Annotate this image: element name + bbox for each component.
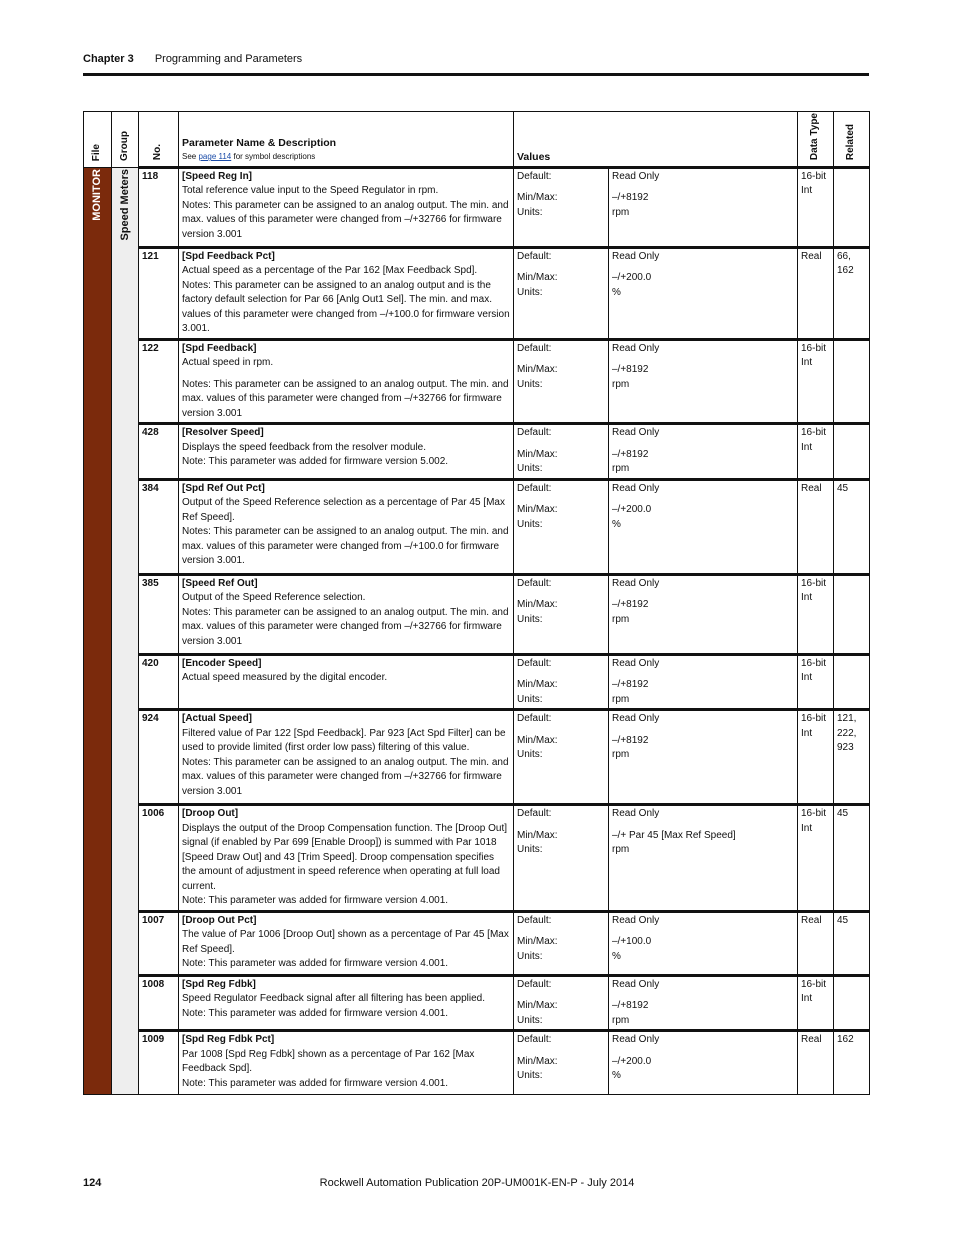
data-type-cell: 16-bit Int xyxy=(798,574,834,654)
units-value: rpm xyxy=(612,1014,630,1026)
default-value: Read Only xyxy=(612,577,660,589)
col-values: Values xyxy=(514,112,798,168)
param-desc-line: Notes: This parameter can be assigned to an analog output. The min. and max. values of this parameter were changed from –/+32766 for firmware version 3.001 xyxy=(182,199,509,240)
file-cell: MONITOR xyxy=(84,167,112,1095)
table-header-row xyxy=(84,112,870,168)
param-number: 121 xyxy=(139,247,179,339)
param-desc-cell xyxy=(179,911,514,975)
param-name: [Droop Out] xyxy=(182,808,239,820)
data-type-cell: Real xyxy=(798,247,834,339)
data-type-cell: 16-bit Int xyxy=(798,654,834,710)
param-desc-line: Note: This parameter was added for firmware version 4.001. xyxy=(182,1077,449,1089)
param-name: [Spd Reg Fdbk] xyxy=(182,978,256,990)
value-labels: Default: Min/Max: Units: xyxy=(514,911,609,975)
param-desc-line: Actual speed in rpm. xyxy=(182,357,274,369)
minmax-value: –/+8192 xyxy=(612,448,649,460)
param-desc-line: Displays the speed feedback from the resolver module. xyxy=(182,441,427,453)
minmax-value: –/+ Par 45 [Max Ref Speed] xyxy=(612,829,736,841)
default-value: Read Only xyxy=(612,657,660,669)
param-desc-line: Note: This parameter was added for firmware version 4.001. xyxy=(182,1007,449,1019)
data-type-cell: 16-bit Int xyxy=(798,424,834,480)
col-name-desc: Parameter Name & Description See page 114 for symbol descriptions xyxy=(179,112,514,168)
value-labels: Default: Min/Max: Units: xyxy=(514,975,609,1031)
value-cell xyxy=(609,654,798,710)
value-cell xyxy=(609,911,798,975)
value-cell xyxy=(609,479,798,574)
data-type-cell: Real xyxy=(798,911,834,975)
symbol-note: See page 114 for symbol descriptions xyxy=(182,152,316,162)
col-data-type: Data Type xyxy=(798,112,834,168)
col-group: Group xyxy=(112,112,139,168)
param-number: 1006 xyxy=(139,805,179,912)
value-labels: Default: Min/Max: Units: xyxy=(514,479,609,574)
default-value: Read Only xyxy=(612,978,660,990)
data-type-cell: 16-bit Int xyxy=(798,975,834,1031)
value-cell xyxy=(609,167,798,247)
param-number: 384 xyxy=(139,479,179,574)
units-value: % xyxy=(612,286,621,298)
data-type-cell: 16-bit Int xyxy=(798,167,834,247)
param-desc-line: Note: This parameter was added for firmware version 4.001. xyxy=(182,958,449,970)
related-cell xyxy=(834,574,870,654)
symbol-page-link[interactable]: page 114 xyxy=(198,152,232,162)
default-value: Read Only xyxy=(612,914,660,926)
related-cell: 162 xyxy=(834,1031,870,1095)
units-value: rpm xyxy=(612,463,630,475)
param-desc-line: Notes: This parameter can be assigned to an analog output. The min. and max. values of this parameter were changed from –/+32766 for firmware version 3.001 xyxy=(182,756,509,797)
table-row xyxy=(84,167,870,247)
related-cell: 121, 222, 923 xyxy=(834,710,870,805)
minmax-value: –/+200.0 xyxy=(612,1055,652,1067)
value-cell xyxy=(609,975,798,1031)
param-name: [Speed Ref Out] xyxy=(182,577,258,589)
minmax-value: –/+100.0 xyxy=(612,936,652,948)
param-desc-cell xyxy=(179,710,514,805)
data-type-cell: 16-bit Int xyxy=(798,710,834,805)
table-row xyxy=(84,805,870,912)
param-desc-cell xyxy=(179,574,514,654)
table-row xyxy=(84,1031,870,1095)
param-desc-line: Filtered value of Par 122 [Spd Feedback]. Par 923 [Act Spd Filter] can be used to provide limited (first order low pass) filtering of this value. xyxy=(182,727,506,754)
related-cell: 66, 162 xyxy=(834,247,870,339)
param-number: 385 xyxy=(139,574,179,654)
value-labels: Default: Min/Max: Units: xyxy=(514,339,609,424)
value-cell xyxy=(609,805,798,912)
param-desc-line: Notes: This parameter can be assigned to an analog output and is the factory default selection for Par 66 [Anlg Out1 Sel]. The min. and max. values of this parameter were changed from –/+100.0 for firmware version 3.001. xyxy=(182,279,510,335)
minmax-value: –/+8192 xyxy=(612,364,649,376)
param-name: [Droop Out Pct] xyxy=(182,914,257,926)
param-desc-line: Displays the output of the Droop Compensation function. The [Droop Out] signal (if enabled by Par 699 [Enable Droop]) is summed with Par 1018 [Speed Draw Out] and 43 [Trim Speed]. Droop compensation specifies the amount of adjustment in speed reference when operating at full load current. xyxy=(182,822,507,892)
col-related: Related xyxy=(834,112,870,168)
param-desc-cell xyxy=(179,805,514,912)
param-desc-line: Actual speed measured by the digital encoder. xyxy=(182,672,388,684)
param-desc-line: Par 1008 [Spd Reg Fdbk] shown as a percentage of Par 162 [Max Feedback Spd]. xyxy=(182,1048,475,1075)
value-labels: Default: Min/Max: Units: xyxy=(514,654,609,710)
param-number: 118 xyxy=(139,167,179,247)
param-desc-cell xyxy=(179,424,514,480)
param-name: [Spd Reg Fdbk Pct] xyxy=(182,1034,275,1046)
related-cell: 45 xyxy=(834,479,870,574)
param-number: 1009 xyxy=(139,1031,179,1095)
related-cell xyxy=(834,339,870,424)
param-desc-cell xyxy=(179,479,514,574)
param-name: [Spd Feedback Pct] xyxy=(182,250,275,262)
param-desc-cell xyxy=(179,339,514,424)
related-cell xyxy=(834,167,870,247)
param-number: 924 xyxy=(139,710,179,805)
default-value: Read Only xyxy=(612,482,660,494)
param-desc-line: Output of the Speed Reference selection. xyxy=(182,592,366,604)
param-desc-line: Note: This parameter was added for firmware version 5.002. xyxy=(182,456,449,468)
param-number: 1007 xyxy=(139,911,179,975)
table-row xyxy=(84,574,870,654)
table-row xyxy=(84,654,870,710)
minmax-value: –/+8192 xyxy=(612,734,649,746)
param-desc-line: Output of the Speed Reference selection as a percentage of Par 45 [Max Ref Speed]. xyxy=(182,497,505,523)
col-no: No. xyxy=(139,112,179,168)
units-value: rpm xyxy=(612,749,630,761)
table-row xyxy=(84,710,870,805)
value-cell xyxy=(609,424,798,480)
param-number: 122 xyxy=(139,339,179,424)
units-value: rpm xyxy=(612,844,630,856)
value-cell xyxy=(609,247,798,339)
param-desc-line: Notes: This parameter can be assigned to an analog output. The min. and max. values of this parameter were changed from –/+100.0 for firmware version 3.001. xyxy=(182,526,509,567)
value-cell xyxy=(609,339,798,424)
page-header xyxy=(83,53,302,65)
param-desc-cell xyxy=(179,975,514,1031)
col-file: File xyxy=(84,112,112,168)
default-value: Read Only xyxy=(612,1034,660,1046)
default-value: Read Only xyxy=(612,713,660,725)
param-name: [Speed Reg In] xyxy=(182,170,253,182)
chapter-label: Chapter 3 xyxy=(83,53,134,65)
related-cell: 45 xyxy=(834,911,870,975)
default-value: Read Only xyxy=(612,250,660,262)
units-value: % xyxy=(612,518,621,530)
publication-info: Rockwell Automation Publication 20P-UM001K-EN-P - July 2014 xyxy=(319,1177,635,1189)
minmax-value: –/+8192 xyxy=(612,679,649,691)
value-labels: Default: Min/Max: Units: xyxy=(514,1031,609,1095)
header-rule xyxy=(83,73,869,76)
data-type-cell: Real xyxy=(798,1031,834,1095)
param-desc-cell xyxy=(179,167,514,247)
units-value: rpm xyxy=(612,613,630,625)
related-cell xyxy=(834,975,870,1031)
minmax-value: –/+8192 xyxy=(612,1000,649,1012)
related-cell xyxy=(834,424,870,480)
units-value: % xyxy=(612,950,621,962)
value-labels: Default: Min/Max: Units: xyxy=(514,167,609,247)
default-value: Read Only xyxy=(612,427,660,439)
table-row xyxy=(84,911,870,975)
value-cell xyxy=(609,710,798,805)
param-number: 1008 xyxy=(139,975,179,1031)
units-value: rpm xyxy=(612,378,630,390)
param-number: 428 xyxy=(139,424,179,480)
param-desc-line: Notes: This parameter can be assigned to an analog output. The min. and max. values of this parameter were changed from –/+32766 for firmware version 3.001 xyxy=(182,606,509,647)
table-row xyxy=(84,975,870,1031)
data-type-cell: Real xyxy=(798,479,834,574)
data-type-cell: 16-bit Int xyxy=(798,805,834,912)
units-value: rpm xyxy=(612,206,630,218)
page-number: 124 xyxy=(83,1177,102,1189)
param-desc-line: The value of Par 1006 [Droop Out] shown as a percentage of Par 45 [Max Ref Speed]. xyxy=(182,929,509,955)
units-value: rpm xyxy=(612,693,630,705)
param-name: [Actual Speed] xyxy=(182,713,253,725)
value-labels: Default: Min/Max: Units: xyxy=(514,710,609,805)
param-name: [Encoder Speed] xyxy=(182,657,262,669)
minmax-value: –/+200.0 xyxy=(612,272,652,284)
param-desc-cell xyxy=(179,1031,514,1095)
param-name: [Resolver Speed] xyxy=(182,427,264,439)
param-number: 420 xyxy=(139,654,179,710)
value-labels: Default: Min/Max: Units: xyxy=(514,247,609,339)
param-name: [Spd Feedback] xyxy=(182,342,257,354)
section-title: Programming and Parameters xyxy=(154,53,303,65)
value-labels: Default: Min/Max: Units: xyxy=(514,424,609,480)
param-desc-line: Speed Regulator Feedback signal after all filtering has been applied. xyxy=(182,993,485,1005)
table-row xyxy=(84,479,870,574)
default-value: Read Only xyxy=(612,342,660,354)
param-desc-cell xyxy=(179,654,514,710)
param-desc-line: Total reference value input to the Speed Regulator in rpm. xyxy=(182,185,439,197)
value-labels: Default: Min/Max: Units: xyxy=(514,574,609,654)
value-cell xyxy=(609,1031,798,1095)
units-value: % xyxy=(612,1070,621,1082)
data-type-cell: 16-bit Int xyxy=(798,339,834,424)
minmax-value: –/+200.0 xyxy=(612,504,652,516)
param-name: [Spd Ref Out Pct] xyxy=(182,482,265,494)
table-row xyxy=(84,247,870,339)
param-desc-line: Actual speed as a percentage of the Par 162 [Max Feedback Spd]. xyxy=(182,265,478,277)
value-labels: Default: Min/Max: Units: xyxy=(514,805,609,912)
default-value: Read Only xyxy=(612,170,660,182)
related-cell xyxy=(834,654,870,710)
minmax-value: –/+8192 xyxy=(612,599,649,611)
value-cell xyxy=(609,574,798,654)
param-desc-cell xyxy=(179,247,514,339)
default-value: Read Only xyxy=(612,808,660,820)
param-desc-line: Note: This parameter was added for firmware version 4.001. xyxy=(182,895,449,907)
minmax-value: –/+8192 xyxy=(612,192,649,204)
table-row xyxy=(84,424,870,480)
param-desc-line: Notes: This parameter can be assigned to an analog output. The min. and max. values of this parameter were changed from –/+32766 for firmware version 3.001 xyxy=(182,378,509,419)
group-cell: Speed Meters xyxy=(112,167,139,1095)
related-cell: 45 xyxy=(834,805,870,912)
table-row xyxy=(84,339,870,424)
parameter-table xyxy=(83,111,870,1095)
